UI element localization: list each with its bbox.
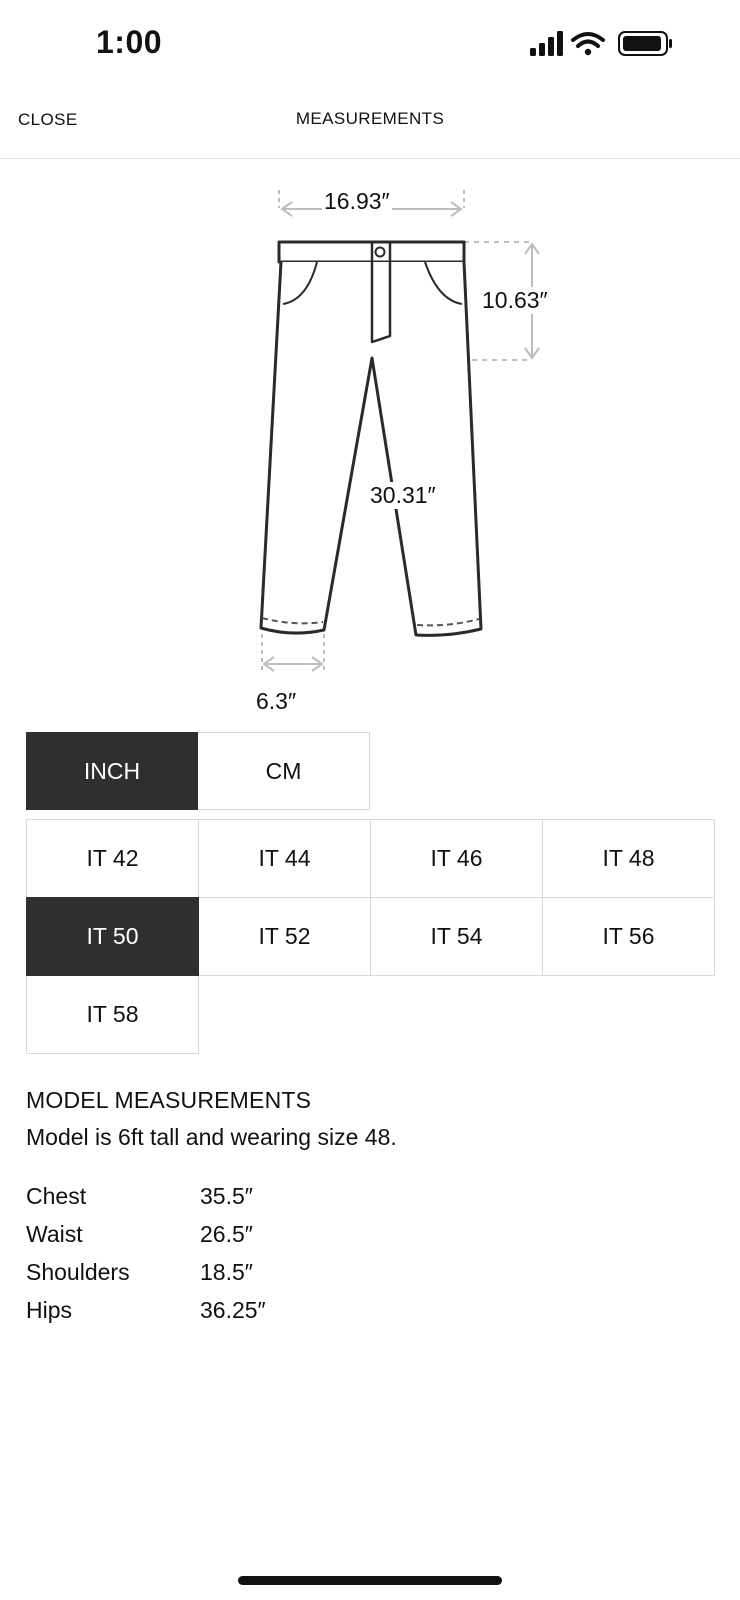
pants-diagram [0, 170, 740, 720]
size-option-it-54[interactable]: IT 54 [370, 897, 543, 976]
battery-icon [619, 32, 672, 55]
leg-opening-label: 6.3″ [256, 688, 297, 714]
signal-icon [530, 31, 563, 56]
model-heading: MODEL MEASUREMENTS [26, 1087, 312, 1113]
size-option-it-44[interactable]: IT 44 [198, 819, 371, 898]
size-option-it-52[interactable]: IT 52 [198, 897, 371, 976]
measurement-row [26, 1291, 706, 1329]
model-description: Model is 6ft tall and wearing size 48. [26, 1124, 397, 1150]
measurement-value: 35.5″ [200, 1182, 253, 1209]
status-icons [530, 28, 690, 60]
measurement-row [26, 1215, 706, 1253]
model-measurements [26, 1087, 706, 1329]
pants-illustration [0, 170, 740, 720]
button-icon [376, 248, 385, 257]
unit-inch-button[interactable]: INCH [26, 732, 198, 810]
measurement-row [26, 1253, 706, 1291]
measurement-label: Shoulders [26, 1258, 130, 1285]
measurement-value: 26.5″ [200, 1220, 253, 1247]
measurement-value: 36.25″ [200, 1296, 266, 1323]
status-time: 1:00 [96, 24, 163, 60]
home-indicator[interactable] [238, 1576, 502, 1585]
size-grid [26, 819, 714, 1053]
size-option-it-42[interactable]: IT 42 [26, 819, 199, 898]
size-option-it-48[interactable]: IT 48 [542, 819, 715, 898]
measurement-value: 18.5″ [200, 1258, 253, 1285]
unit-cm-button[interactable]: CM [198, 732, 370, 810]
measurement-label: Hips [26, 1296, 73, 1323]
size-option-it-56[interactable]: IT 56 [542, 897, 715, 976]
rise-label: 10.63″ [482, 287, 548, 313]
unit-toggle [26, 732, 370, 810]
measurement-row [26, 1177, 706, 1215]
inseam-label: 30.31″ [370, 482, 436, 508]
status-bar [0, 0, 740, 90]
measurement-label: Waist [26, 1220, 83, 1247]
size-option-it-58[interactable]: IT 58 [26, 975, 199, 1054]
pants-outline [261, 242, 481, 635]
measurement-label: Chest [26, 1182, 87, 1209]
page-title: MEASUREMENTS [295, 109, 445, 128]
wifi-icon [573, 34, 603, 55]
size-option-it-50[interactable]: IT 50 [26, 897, 199, 976]
nav-bar [0, 90, 740, 159]
waist-width-label: 16.93″ [324, 188, 390, 214]
size-option-it-46[interactable]: IT 46 [370, 819, 543, 898]
close-button[interactable]: CLOSE [18, 110, 78, 129]
